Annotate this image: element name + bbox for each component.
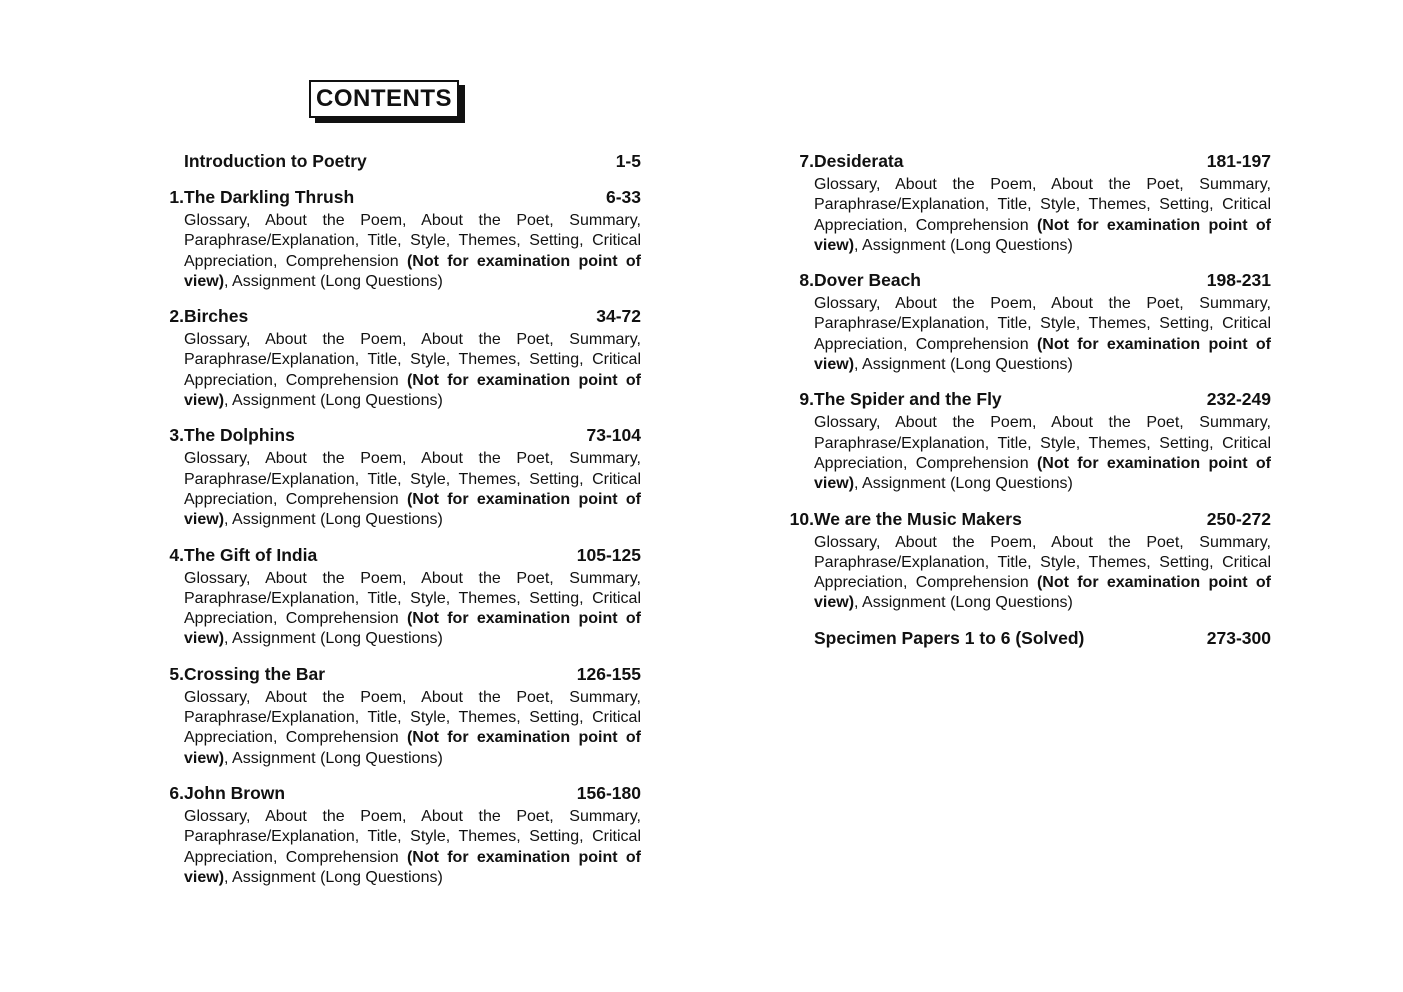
entry-title[interactable]: The Dolphins — [184, 425, 295, 446]
entry-title[interactable]: The Darkling Thrush — [184, 187, 355, 207]
entry-number: 1. — [169, 187, 184, 207]
entry-title[interactable]: Dover Beach — [814, 270, 921, 291]
entry-description: Glossary, About the Poem, About the Poet, Summary, Paraphrase/Explanation, Title, Style, Themes, Setting, Critical Appreciation, Comprehension (Not for examination point of view), Assignment (Long Questions) — [814, 533, 1271, 612]
entry-title[interactable]: The Gift of India — [184, 544, 318, 565]
entry-number: 8. — [799, 270, 814, 291]
entry-pages: 273-300 — [1206, 627, 1271, 648]
entry-pages: 6-33 — [605, 187, 641, 207]
toc-entry-specimen — [770, 626, 1271, 651]
entry-pages: 126-155 — [576, 663, 641, 684]
entry-description: Glossary, About the Poem, About the Poet, Summary, Paraphrase/Explanation, Title, Style, Themes, Setting, Critical Appreciation, Comprehension (Not for examination point of view), Assignment (Long Questions) — [184, 450, 641, 529]
entry-title[interactable]: Specimen Papers 1 to 6 (Solved) — [814, 627, 1085, 648]
entry-description: Glossary, About the Poem, About the Poet, Summary, Paraphrase/Explanation, Title, Style, Themes, Setting, Critical Appreciation, Comprehension (Not for examination point of view), Assignment (Long Questions) — [184, 212, 641, 290]
entry-title[interactable]: Introduction to Poetry — [184, 151, 367, 171]
entry-description: Glossary, About the Poem, About the Poet, Summary, Paraphrase/Explanation, Title, Style, Themes, Setting, Critical Appreciation, Comprehension (Not for examination point of view), Assignment (Long Questions) — [184, 807, 641, 886]
entry-number: 6. — [169, 782, 184, 803]
entry-title[interactable]: We are the Music Makers — [814, 508, 1022, 529]
entry-description: Glossary, About the Poem, About the Poet, Summary, Paraphrase/Explanation, Title, Style, Themes, Setting, Critical Appreciation, Comprehension (Not for examination point of view), Assignment (Long Questions) — [814, 176, 1271, 254]
entry-title[interactable]: Desiderata — [814, 151, 904, 171]
entry-number: 2. — [169, 306, 184, 327]
entry-description: Glossary, About the Poem, About the Poet, Summary, Paraphrase/Explanation, Title, Style, Themes, Setting, Critical Appreciation, Comprehension (Not for examination point of view), Assignment (Long Questions) — [814, 414, 1271, 493]
entry-pages: 34-72 — [596, 306, 641, 327]
contents-title-box — [309, 80, 459, 118]
entry-description: Glossary, About the Poem, About the Poet, Summary, Paraphrase/Explanation, Title, Style, Themes, Setting, Critical Appreciation, Comprehension (Not for examination point of view), Assignment (Long Questions) — [184, 688, 641, 767]
toc-entry — [150, 543, 641, 650]
entry-description: Glossary, About the Poem, About the Poet, Summary, Paraphrase/Explanation, Title, Style, Themes, Setting, Critical Appreciation, Comprehension (Not for examination point of view), Assignment (Long Questions) — [814, 295, 1271, 374]
entry-description: Glossary, About the Poem, About the Poet, Summary, Paraphrase/Explanation, Title, Style, Themes, Setting, Critical Appreciation, Comprehension (Not for examination point of view), Assignment (Long Questions) — [184, 331, 641, 410]
entry-number: 10. — [789, 508, 814, 529]
entry-title[interactable]: Birches — [184, 306, 249, 327]
entry-pages: 232-249 — [1206, 389, 1271, 410]
toc-entry — [770, 387, 1271, 494]
contents-title: CONTENTS — [315, 85, 452, 112]
entry-number: 5. — [169, 663, 184, 684]
entry-pages: 73-104 — [586, 425, 641, 446]
toc-entry — [150, 781, 641, 888]
toc-entry — [150, 304, 641, 411]
entry-number: 9. — [799, 389, 814, 410]
entry-number: 3. — [169, 425, 184, 446]
toc-entry — [770, 507, 1271, 614]
entry-description: Glossary, About the Poem, About the Poet, Summary, Paraphrase/Explanation, Title, Style, Themes, Setting, Critical Appreciation, Comprehension (Not for examination point of view), Assignment (Long Questions) — [184, 569, 641, 648]
entry-pages: 250-272 — [1206, 508, 1271, 529]
entry-pages: 156-180 — [576, 782, 641, 803]
left-column — [150, 149, 641, 888]
entry-title[interactable]: Crossing the Bar — [184, 663, 325, 684]
right-column — [770, 149, 1271, 651]
entry-pages: 181-197 — [1206, 151, 1271, 171]
entry-number: 4. — [169, 544, 184, 565]
entry-pages: 105-125 — [576, 544, 641, 565]
entry-pages: 1-5 — [615, 151, 641, 171]
entry-pages: 198-231 — [1206, 270, 1271, 291]
entry-title[interactable]: John Brown — [184, 782, 286, 803]
toc-entry — [150, 423, 641, 530]
toc-entry — [150, 185, 641, 292]
entry-title[interactable]: The Spider and the Fly — [814, 389, 1002, 410]
toc-entry-intro — [150, 149, 641, 174]
toc-entry — [770, 268, 1271, 375]
toc-entry — [150, 662, 641, 769]
entry-number: 7. — [799, 151, 814, 171]
toc-entry — [770, 149, 1271, 256]
